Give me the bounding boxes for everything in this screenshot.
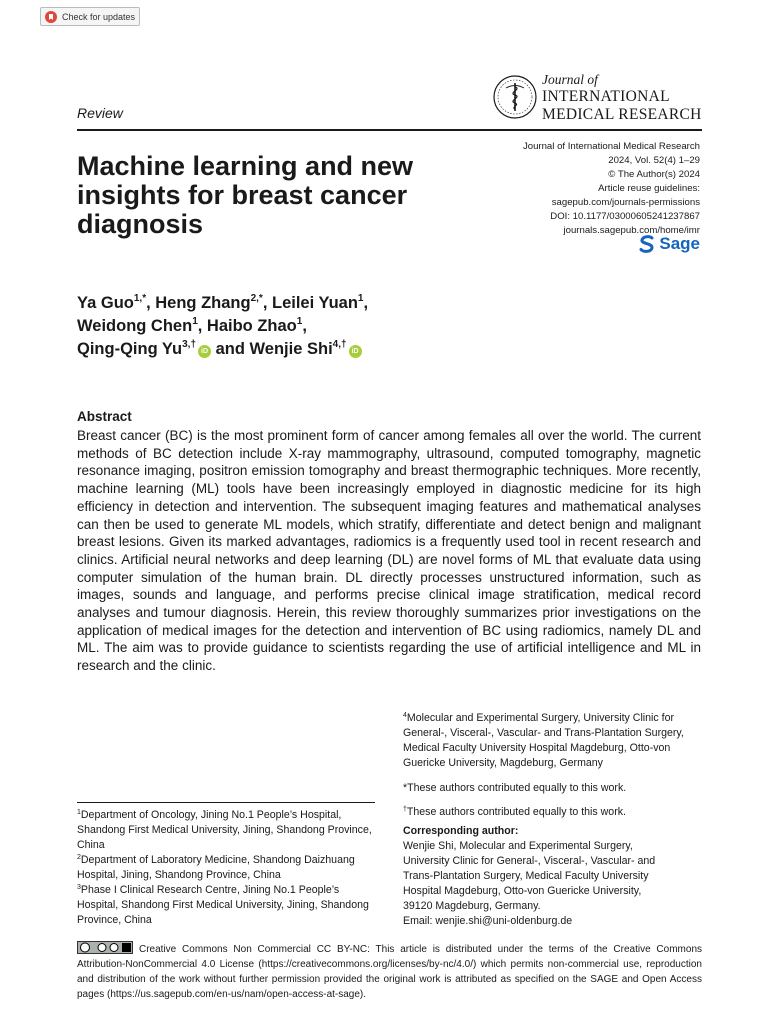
author-separator: ,	[197, 317, 207, 335]
affiliations-list	[77, 808, 377, 928]
license-text: Creative Commons Non Commercial CC BY-NC: This article is distributed under the terms of the Creative Commons Attribution-NonCommercial 4.0 License (https://creativecommons.org/licenses/by-nc/4.0/) which permits non-commercial use, reproduction and distribution of the work without further permission provided the original work is attributed as specified on the SAGE and Open Access pages (https://us.sagepub.com/en-us/nam/open-access-at-sage).	[77, 944, 702, 1000]
equal-contribution-note-2	[403, 805, 703, 820]
equal-contribution-note-1	[403, 781, 703, 796]
orcid-icon[interactable]: iD	[198, 345, 211, 358]
abstract-text: Breast cancer (BC) is the most prominent form of cancer among females all over the world. The current methods of BC detection include X-ray mammography, ultrasound, computed tomography, magnetic resonance imaging, positron emission tomography and breast thermographic techniques. More recently, machine learning (ML) tools have been increasingly employed in diagnostic medicine for its high efficiency in detection and intervention. The subsequent imaging features and mathematical analyses can then be used to generate ML models, which stratify, differentiate and detect benign and malignant breast lesions. Given its marked advantages, radiomics is a frequently used tool in recent research and clinics. Artificial neural networks and deep learning (DL) are novel forms of ML that evaluate data using computer simulation of the human brain. DL directly processes unstructured information, such as images, sounds and language, and performs precise clinical image stratification, medical record analyses and tumour diagnosis. Herein, this review thoroughly summarizes prior investigations on the application of medical images for the detection and intervention of BC using radiomics, namely DL and ML. The aim was to provide guidance to scientists regarding the use of artificial intelligence and ML in research and the clinic.	[77, 428, 701, 674]
affiliation-divider	[77, 802, 375, 803]
meta-line[interactable]: journals.sagepub.com/home/imr	[563, 225, 700, 236]
sage-logo	[639, 234, 700, 254]
affiliation-1-text: Department of Oncology, Jining No.1 People’s Hospital, Shandong First Medical University, Jining, Shandong Province, China	[77, 809, 372, 851]
orcid-icon[interactable]: iD	[349, 345, 362, 358]
affiliation-3-text: Phase I Clinical Research Centre, Jining No.1 People’s Hospital, Shandong First Medical University, Jining, Shandong Province, China	[77, 884, 369, 926]
corresponding-line: Trans-Plantation Surgery, Medical Faculty University	[403, 870, 649, 882]
affiliation-4	[403, 711, 703, 771]
equal-mark-1: *	[403, 782, 408, 794]
cc-by-nc-icon	[77, 941, 133, 954]
author-affiliation-marker: 1	[357, 293, 364, 304]
affiliation-2-text: Department of Laboratory Medicine, Shandong Daizhuang Hospital, Jining, Shandong Province, China	[77, 854, 355, 881]
affiliation-1	[77, 808, 377, 853]
check-for-updates-button[interactable]	[40, 7, 140, 26]
author-separator: ,	[302, 317, 307, 335]
author-separator: ,	[146, 294, 156, 312]
journal-name-line3: MEDICAL RESEARCH	[542, 106, 702, 123]
author-affiliation-marker: 1,*	[133, 293, 147, 304]
journal-logo	[492, 72, 707, 124]
author-separator: ,	[363, 294, 369, 312]
author-affiliation-marker: 3,†	[182, 339, 197, 350]
meta-line[interactable]: sagepub.com/journals-permissions	[551, 197, 700, 208]
meta-line: Journal of International Medical Research	[522, 141, 700, 152]
corresponding-line: Wenjie Shi, Molecular and Experimental Surgery,	[403, 840, 633, 852]
corresponding-line: 39120 Magdeburg, Germany.	[403, 900, 541, 912]
journal-seal-icon	[492, 74, 538, 120]
equal-mark-2: †	[403, 806, 407, 813]
corresponding-author-heading: Corresponding author:	[403, 825, 519, 837]
journal-name-line2: INTERNATIONAL	[542, 88, 670, 105]
equal-text-1: These authors contributed equally to this work.	[407, 782, 627, 794]
author-list	[77, 292, 497, 361]
affiliation-2	[77, 853, 377, 883]
article-type: Review	[77, 105, 123, 121]
author-affiliation-marker: 2,*	[250, 293, 263, 304]
author-name: Heng Zhang	[155, 294, 251, 312]
author-name: Leilei Yuan	[272, 294, 358, 312]
author-name: Wenjie Shi	[249, 340, 333, 358]
author-name: Weidong Chen	[77, 317, 193, 335]
affiliation-4-num: 4	[403, 712, 407, 719]
meta-line: © The Author(s) 2024	[608, 169, 700, 180]
article-meta	[440, 140, 700, 238]
license-note	[77, 941, 702, 1002]
corresponding-line: University Clinic for General-, Visceral-, Vascular- and	[403, 855, 656, 867]
sage-s-icon	[639, 235, 655, 253]
corresponding-line: Hospital Magdeburg, Otto-von Guericke University,	[403, 885, 642, 897]
author-separator: and	[211, 340, 250, 358]
affiliation-4-text: Molecular and Experimental Surgery, University Clinic for General-, Visceral-, Vascular- and Trans-Plantation Surgery, Medical Faculty University Hospital Magdeburg, Otto-von Guericke University, Magdeburg, Germany	[403, 712, 684, 769]
corresponding-email[interactable]: Email: wenjie.shi@uni-oldenburg.de	[403, 915, 573, 927]
journal-name-line1: Journal of	[542, 72, 598, 87]
author-affiliation-marker: 4,†	[332, 339, 347, 350]
author-name: Haibo Zhao	[206, 317, 297, 335]
author-separator: ,	[262, 294, 272, 312]
meta-line: Article reuse guidelines:	[598, 183, 700, 194]
affiliation-3-num: 3	[77, 884, 81, 891]
update-badge-icon	[45, 11, 57, 23]
sage-name: Sage	[659, 234, 700, 253]
affiliation-1-num: 1	[77, 809, 81, 816]
equal-text-2: These authors contributed equally to this work.	[406, 806, 626, 818]
author-name: Qing-Qing Yu	[77, 340, 183, 358]
author-name: Ya Guo	[77, 294, 134, 312]
corresponding-author-details	[403, 839, 703, 929]
meta-line: 2024, Vol. 52(4) 1–29	[608, 155, 700, 166]
affiliation-2-num: 2	[77, 854, 81, 861]
check-for-updates-label: Check for updates	[62, 11, 136, 22]
meta-line[interactable]: DOI: 10.1177/03000605241237867	[550, 211, 700, 222]
affiliation-3	[77, 883, 377, 928]
abstract-heading: Abstract	[77, 409, 132, 424]
author-affiliation-marker: 1	[296, 316, 303, 327]
article-title: Machine learning and new insights for breast cancer diagnosis	[77, 151, 414, 239]
header-divider	[77, 129, 702, 131]
author-affiliation-marker: 1	[192, 316, 198, 327]
